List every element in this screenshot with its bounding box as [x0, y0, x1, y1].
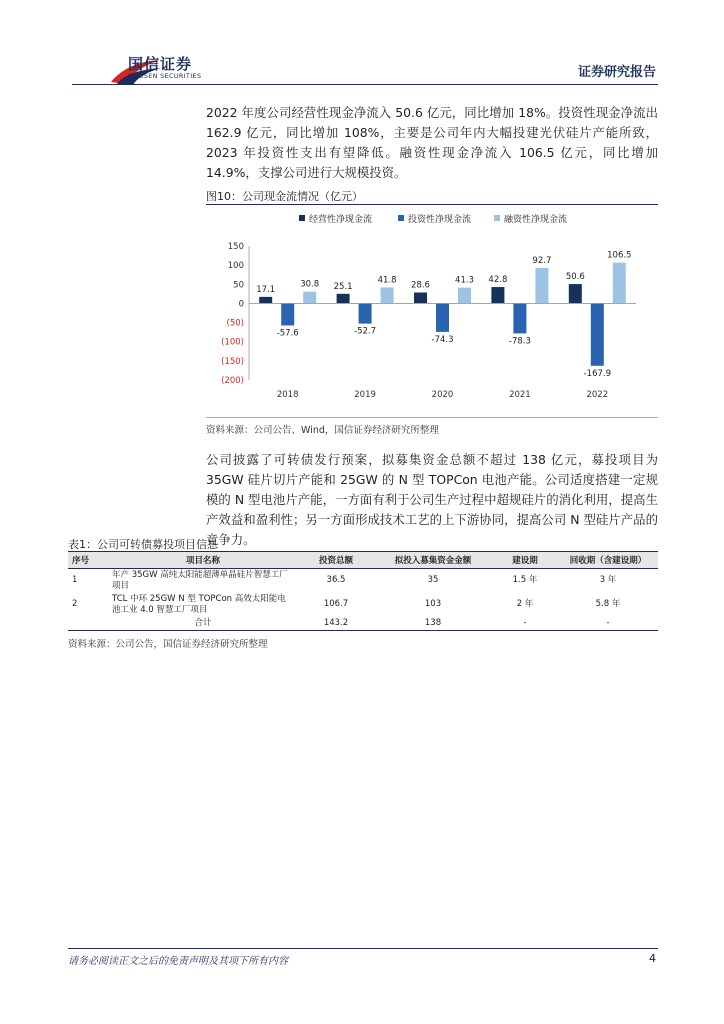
- th-build: 建设期: [492, 552, 558, 569]
- bar-financing-2021: [535, 268, 548, 303]
- data-label-operating-2019: 25.1: [333, 281, 353, 292]
- y-tick-label: (50): [226, 318, 244, 329]
- brand-name-cn: 国信证券: [128, 55, 193, 73]
- bar-investing-2019: [359, 303, 372, 323]
- data-label-investing-2021: -78.3: [508, 336, 531, 347]
- data-label-operating-2018: 17.1: [256, 284, 276, 295]
- bar-investing-2022: [591, 303, 604, 365]
- x-tick-label: 2018: [276, 390, 299, 400]
- cashflow-chart: [206, 206, 658, 416]
- cell-no: 2: [72, 599, 78, 609]
- data-label-financing-2022: 106.5: [607, 250, 632, 261]
- y-tick-label: (200): [221, 376, 244, 386]
- data-label-investing-2020: -74.3: [431, 334, 454, 345]
- figure-source: 资料来源：公司公告、Wind，国信证券经济研究所整理: [206, 425, 439, 436]
- table-total-row: [68, 617, 658, 631]
- bar-financing-2018: [303, 292, 316, 304]
- cell-invest: 36.5: [326, 575, 346, 586]
- cell-total-invest: 143.2: [298, 617, 374, 631]
- figure-title: 图10：公司现金流情况（亿元）: [206, 190, 363, 203]
- th-raise: 拟投入募集资金金额: [374, 552, 492, 569]
- bar-financing-2022: [613, 263, 626, 304]
- data-label-investing-2019: -52.7: [354, 326, 377, 337]
- bar-operating-2019: [337, 294, 350, 304]
- data-label-financing-2019: 41.8: [377, 275, 397, 286]
- data-label-operating-2021: 42.8: [488, 275, 508, 286]
- table-row: [68, 593, 658, 617]
- bar-operating-2020: [414, 292, 427, 303]
- y-tick-label: (150): [221, 356, 244, 367]
- cell-no: 1: [72, 575, 78, 586]
- cell-total-payback: -: [558, 617, 658, 631]
- figure-bottom-rule: [206, 417, 658, 418]
- footer-disclaimer: 请务必阅读正文之后的免责声明及其项下所有内容: [68, 956, 288, 967]
- x-tick-label: 2021: [509, 390, 531, 400]
- x-tick-label: 2019: [354, 390, 376, 400]
- y-tick-label: (100): [221, 337, 244, 348]
- data-label-operating-2022: 50.6: [565, 272, 585, 283]
- legend-swatch-financing: [494, 215, 500, 221]
- paragraph-convertible: 公司披露了可转债发行预案，拟募集资金总额不超过 138 亿元，募投项目为 35GW 硅片切片产能和 25GW 的 N 型 TOPCon 电池产能。公司适度搭建一定规模的 N 型电池片产能，一方面有利于公司生产过程中超规硅片的消化利用，提高生产效益和盈利性；另一方面形成技术工艺的上下游协同，提高公司 N 型硅片产品的竞争力。: [206, 452, 658, 547]
- legend-label-investing: 投资性净现金流: [408, 215, 472, 225]
- data-label-investing-2018: -57.6: [276, 328, 299, 339]
- cell-total-build: -: [492, 617, 558, 631]
- cell-total-label: 合计: [108, 617, 298, 631]
- data-label-operating-2020: 28.6: [411, 280, 430, 291]
- x-tick-labels: [277, 390, 608, 400]
- cell-payback: 3 年: [599, 575, 617, 586]
- bar-investing-2018: [281, 303, 294, 325]
- y-tick-label: 0: [238, 299, 244, 310]
- bar-operating-2021: [491, 287, 504, 303]
- paragraph-cashflow: 2022 年度公司经营性现金净流入 50.6 亿元，同比增加 18%。投资性现金净流出 162.9 亿元，同比增加 108%，主要是公司年内大幅投建光伏硅片产能所致，2023 年投资性支出有望降低。融资性现金净流入 106.5 亿元，同比增加 14.9%，支撑公司进行大规模投资。: [206, 105, 658, 180]
- bar-financing-2019: [381, 287, 394, 303]
- bar-operating-2018: [259, 297, 272, 304]
- y-tick-label: 150: [227, 242, 244, 252]
- legend-label-operating: 经营性净现金流: [309, 215, 373, 225]
- data-label-financing-2021: 92.7: [532, 255, 552, 266]
- x-tick-label: 2020: [431, 390, 454, 400]
- th-payback: 回收期（含建设期）: [558, 552, 658, 569]
- cell-build: 1.5 年: [512, 575, 538, 586]
- page-number: 4: [649, 952, 656, 965]
- th-no: 序号: [68, 552, 108, 569]
- report-type: 证券研究报告: [577, 65, 656, 80]
- cell-build: 2 年: [516, 599, 534, 609]
- figure-top-rule: [206, 204, 658, 205]
- table-source: 资料来源：公司公告，国信证券经济研究所整理: [68, 639, 268, 650]
- bar-investing-2020: [436, 303, 449, 331]
- chart-legend: [299, 213, 567, 225]
- brand-name-en: GUOSEN SECURITIES: [128, 72, 202, 80]
- cell-name: 年产 35GW 高纯太阳能超薄单晶硅片智慧工厂项目: [112, 569, 288, 591]
- bar-financing-2020: [458, 288, 471, 304]
- y-tick-label: 50: [233, 280, 244, 291]
- cell-raise: 103: [424, 599, 442, 609]
- table-title: 表1：公司可转债募投项目信息: [68, 538, 218, 551]
- cell-raise: 35: [427, 575, 439, 586]
- cell-total-raise: 138: [374, 617, 492, 631]
- cell-invest: 106.7: [323, 599, 349, 609]
- th-invest: 投资总额: [298, 552, 374, 569]
- table-row: [68, 569, 658, 593]
- legend-label-financing: 融资性净现金流: [504, 215, 568, 225]
- footer-divider: [68, 948, 658, 949]
- legend-swatch-investing: [398, 215, 404, 221]
- data-label-investing-2022: -167.9: [583, 368, 612, 379]
- project-table: [68, 551, 658, 631]
- table-header-row: [68, 552, 658, 569]
- bar-operating-2022: [569, 284, 582, 303]
- chart-bars: [256, 251, 631, 379]
- th-name: 项目名称: [108, 552, 298, 569]
- data-label-financing-2020: 41.3: [455, 275, 474, 286]
- x-tick-label: 2022: [586, 390, 609, 400]
- legend-swatch-operating: [299, 215, 305, 221]
- y-tick-labels: [221, 242, 244, 386]
- cell-payback: 5.8 年: [595, 599, 621, 609]
- header-divider: [72, 84, 658, 85]
- y-tick-label: 100: [227, 261, 244, 272]
- bar-investing-2021: [513, 303, 526, 333]
- data-label-financing-2018: 30.8: [300, 279, 320, 290]
- cell-name: TCL 中环 25GW N 型 TOPCon 高效太阳能电池工业 4.0 智慧工厂项目: [112, 593, 286, 615]
